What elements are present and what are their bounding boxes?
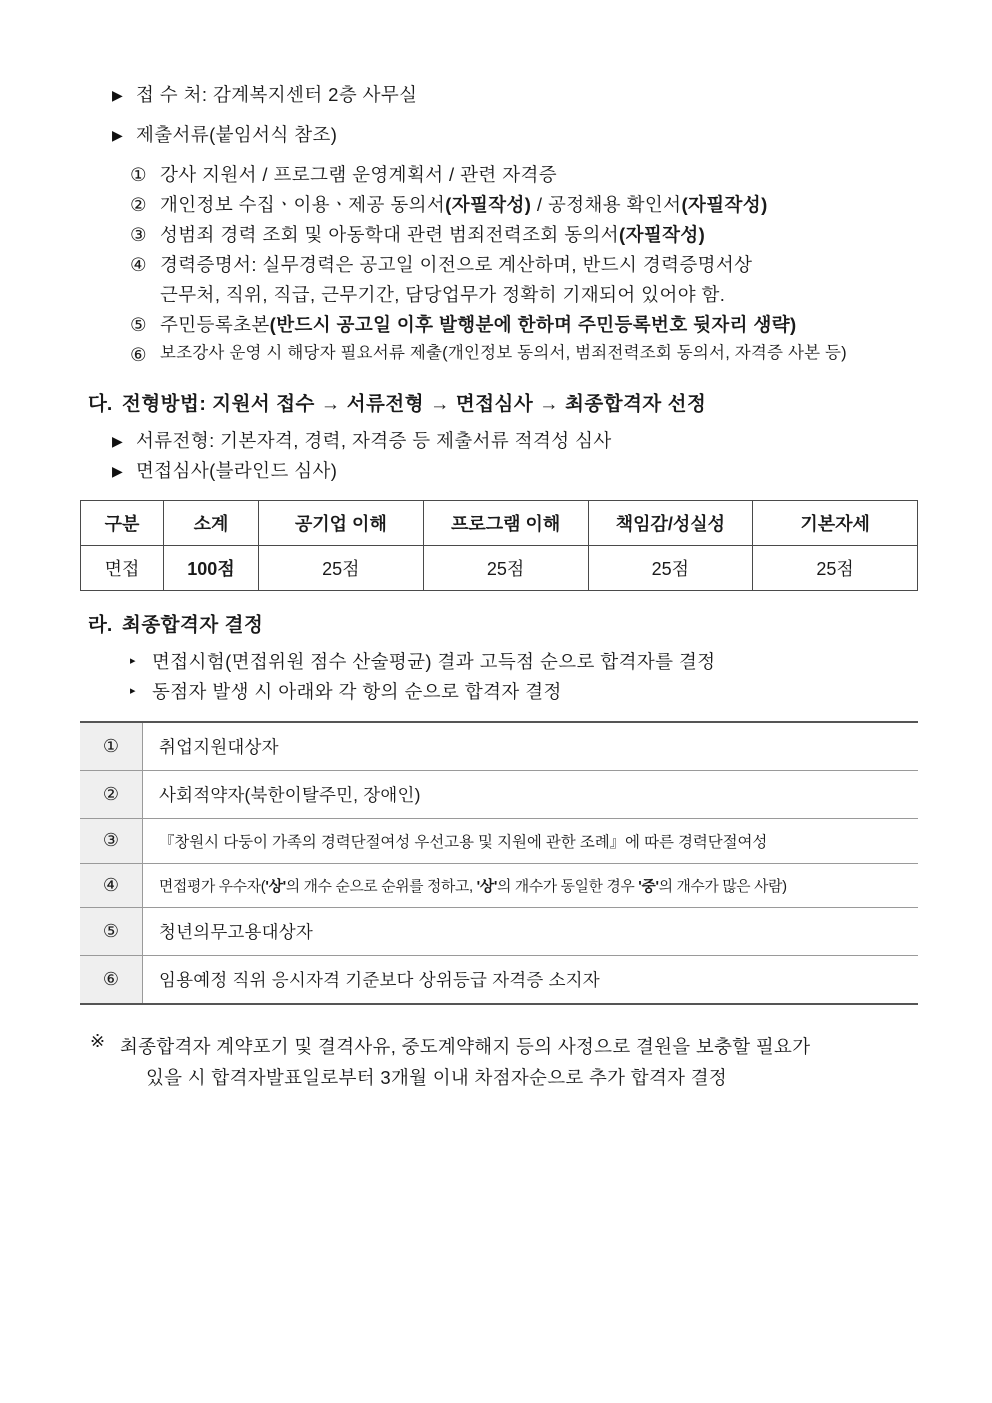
list-item-label: 면접심사(블라인드 심사)	[136, 459, 338, 481]
triangle-bullet-icon: ▸	[130, 684, 136, 697]
submission-item-text: 강사 지원서 / 프로그램 운영계획서 / 관련 자격증	[160, 163, 558, 185]
row-index: ③	[80, 818, 143, 863]
circled-number-5: ⑤	[130, 313, 147, 335]
table-header-cell: 소계	[164, 500, 259, 545]
table-header-cell: 책임감/성실성	[588, 500, 753, 545]
table-cell: 25점	[259, 545, 424, 590]
section-title-d: 최종합격자 결정	[122, 613, 264, 636]
row-value: 『창원시 다둥이 가족의 경력단절여성 우선고용 및 지원에 관한 조례』에 따른 경력단절여성	[143, 818, 919, 863]
table-header-cell: 기본자세	[753, 500, 918, 545]
row-index: ⑥	[80, 955, 143, 1004]
table-row	[80, 907, 918, 955]
submission-item-text: 경력증명서: 실무경력은 공고일 이전으로 계산하며, 반드시 경력증명서상	[160, 253, 753, 275]
submission-item	[130, 220, 930, 250]
triangle-bullet-icon: ▶	[112, 126, 123, 143]
footnote-line-2: 있을 시 합격자발표일로부터 3개월 이내 차점자순으로 추가 합격자 결정	[146, 1066, 728, 1088]
footnote	[90, 1031, 930, 1093]
table-cell: 100점	[164, 545, 259, 590]
circled-number-2: ②	[130, 193, 147, 215]
table-row	[80, 722, 918, 771]
table-row	[80, 770, 918, 818]
table-header-cell: 프로그램 이해	[423, 500, 588, 545]
table-cell: 25점	[588, 545, 753, 590]
list-item	[130, 647, 930, 677]
table-row	[80, 818, 918, 863]
list-item	[112, 426, 930, 456]
section-label-c: 다.	[88, 392, 113, 415]
submission-item-text: 개인정보 수집ㆍ이용ㆍ제공 동의서(자필작성) / 공정채용 확인서(자필작성)	[160, 193, 768, 215]
section-label-d: 라.	[88, 613, 113, 636]
list-item	[130, 677, 930, 707]
circled-number-4: ④	[130, 253, 147, 275]
row-value: 면접평가 우수자('상'의 개수 순으로 순위를 정하고, '상'의 개수가 동일한 경우 '중'의 개수가 많은 사람)	[143, 863, 919, 907]
submission-item-continuation: 근무처, 직위, 직급, 근무기간, 담당업무가 정확히 기재되어 있어야 함.	[160, 283, 726, 305]
table-header-row	[81, 500, 918, 545]
list-item-label: 제출서류(붙임서식 참조)	[136, 123, 338, 145]
table-cell: 면접	[81, 545, 164, 590]
submission-item	[130, 310, 930, 340]
table-header-cell: 구분	[81, 500, 164, 545]
list-item-label: 면접시험(면접위원 점수 산술평균) 결과 고득점 순으로 합격자를 결정	[152, 650, 716, 672]
section-title-c: 전형방법: 지원서 접수 → 서류전형 → 면접심사 → 최종합격자 선정	[122, 392, 707, 415]
submission-item	[130, 340, 930, 370]
list-item	[112, 456, 930, 486]
footnote-text	[120, 1031, 810, 1093]
section-heading-c	[88, 388, 930, 416]
circled-number-3: ③	[130, 223, 147, 245]
row-value: 취업지원대상자	[143, 722, 919, 771]
list-item	[112, 120, 930, 150]
triangle-bullet-icon: ▸	[130, 654, 136, 667]
table-cell: 25점	[423, 545, 588, 590]
submission-item-text: 보조강사 운영 시 해당자 필요서류 제출(개인정보 동의서, 범죄전력조회 동의서, 자격증 사본 등)	[160, 343, 847, 362]
triangle-bullet-icon: ▶	[112, 462, 123, 479]
triangle-bullet-icon: ▶	[112, 432, 123, 449]
submission-item	[130, 250, 930, 280]
submission-item	[130, 160, 930, 190]
row-index: ⑤	[80, 907, 143, 955]
submission-item-text: 주민등록초본(반드시 공고일 이후 발행분에 한하며 주민등록번호 뒷자리 생략)	[160, 313, 797, 335]
list-item	[112, 80, 930, 110]
table-row	[80, 955, 918, 1004]
table-header-cell: 공기업 이해	[259, 500, 424, 545]
circled-number-6: ⑥	[130, 343, 147, 365]
row-index: ②	[80, 770, 143, 818]
row-value: 임용예정 직위 응시자격 기준보다 상위등급 자격증 소지자	[159, 969, 600, 990]
triangle-bullet-icon: ▶	[112, 87, 123, 103]
interview-score-table	[80, 500, 918, 591]
row-index: ①	[80, 722, 143, 771]
submission-item-text: 성범죄 경력 조회 및 아동학대 관련 범죄전력조회 동의서(자필작성)	[160, 223, 706, 245]
section-heading-d	[88, 609, 930, 637]
list-item-label: 접 수 처: 감계복지센터 2층 사무실	[136, 84, 418, 105]
footnote-mark-icon: ※	[90, 1030, 106, 1051]
list-item-label: 서류전형: 기본자격, 경력, 자격증 등 제출서류 적격성 심사	[136, 429, 612, 451]
table-row	[81, 545, 918, 590]
tiebreak-table	[80, 721, 918, 1005]
row-index: ④	[80, 863, 143, 907]
list-item-label: 동점자 발생 시 아래와 각 항의 순으로 합격자 결정	[152, 680, 562, 702]
submission-item	[130, 190, 930, 220]
table-cell: 25점	[753, 545, 918, 590]
circled-number-1: ①	[130, 163, 147, 185]
row-value: 사회적약자(북한이탈주민, 장애인)	[143, 770, 919, 818]
row-value: 청년의무고용대상자	[143, 907, 919, 955]
table-row	[80, 863, 918, 907]
footnote-line-1: 최종합격자 계약포기 및 결격사유, 중도계약해지 등의 사정으로 결원을 보충할 필요가	[120, 1035, 811, 1057]
